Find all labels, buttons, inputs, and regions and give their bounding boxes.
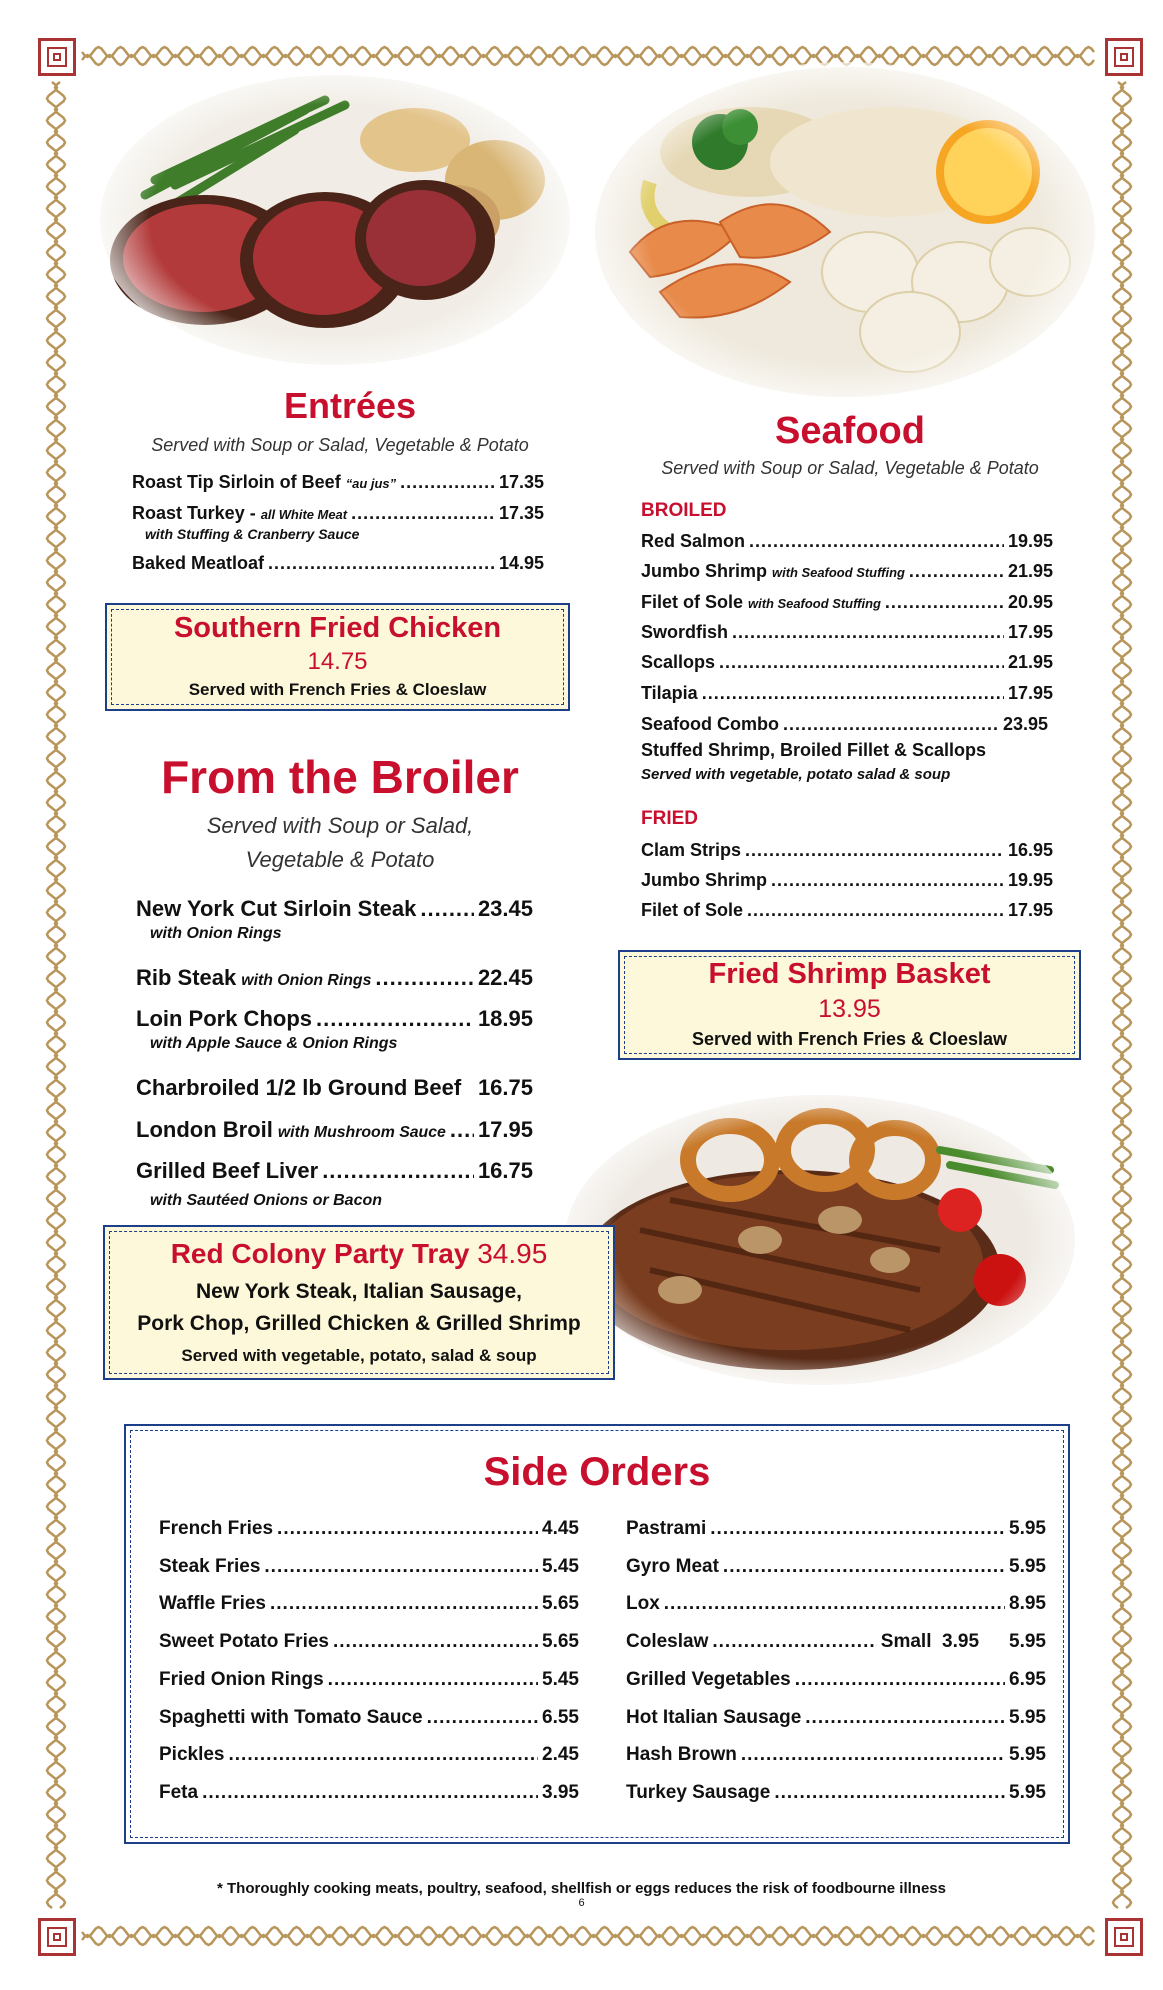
leader-dots [351,503,495,524]
item-price: 5.65 [542,1631,579,1653]
leader-dots [450,1117,474,1143]
chicken-title: Southern Fried Chicken [173,612,502,644]
item-name: Loin Pork Chops [136,1006,312,1031]
corner-ornament-bottom-left [38,1918,76,1956]
shrimp-basket-price: 13.95 [818,995,881,1023]
menu-item[interactable] [136,965,533,991]
item-name: Steak Fries [159,1555,261,1577]
leader-dots [427,1707,538,1729]
item-name: Jumbo Shrimp [641,561,768,581]
item-name: Turkey Sausage [626,1781,771,1803]
side-order-item[interactable] [159,1669,579,1691]
chicken-price: 14.75 [307,648,368,675]
menu-item[interactable] [641,870,1053,891]
party-tray-line2: Pork Chop, Grilled Chicken & Grilled Shrimp [137,1312,581,1335]
side-order-item[interactable] [159,1518,579,1540]
item-name: Tilapia [641,683,698,703]
item-price: 4.45 [542,1518,579,1539]
menu-item[interactable] [641,531,1053,552]
item-price: 5.95 [1009,1555,1046,1577]
menu-item[interactable] [641,714,1048,735]
item-name: Hot Italian Sausage [626,1706,802,1728]
menu-item[interactable] [136,1117,533,1143]
item-price: 17.95 [477,1117,533,1142]
item-price: 5.95 [1009,1706,1046,1728]
item-name: Scallops [641,652,716,672]
side-order-item[interactable] [626,1518,1046,1540]
fried-section-label: FRIED [641,808,698,829]
leader-dots [805,1707,1005,1729]
item-price: 17.95 [1007,683,1053,703]
broiler-title: From the Broiler [161,751,519,803]
item-price: 16.95 [1007,840,1053,860]
leader-dots [268,553,495,574]
chicken-desc: Served with French Fries & Cloeslaw [188,680,487,699]
entrees-title: Entrées [283,385,417,426]
item-price: 5.95 [1009,1518,1046,1539]
leader-dots [783,714,999,735]
menu-item[interactable] [641,840,1053,861]
leader-dots [710,1518,1005,1540]
leader-dots [909,561,1004,582]
menu-item[interactable] [132,472,544,493]
item-name: Filet of Sole [641,592,744,612]
side-order-item[interactable] [626,1707,1046,1729]
menu-item[interactable] [136,1075,533,1101]
roast-beef-photo [95,70,575,370]
item-price: 17.35 [498,472,544,492]
item-name: Pastrami [626,1518,707,1539]
item-name: Clam Strips [641,840,742,860]
side-order-item[interactable] [626,1782,1046,1804]
item-price: 22.45 [477,965,533,990]
leader-dots [277,1518,538,1540]
corner-ornament-top-left [38,38,76,76]
item-name: Grilled Beef Liver [136,1158,319,1183]
leader-dots [664,1593,1005,1615]
leader-dots [745,840,1004,861]
item-price: 6.55 [542,1706,579,1728]
item-price: 17.95 [1007,900,1053,920]
steak-onion-rings-photo [560,1090,1080,1390]
shrimp-basket-desc: Served with French Fries & Cloeslaw [691,1029,1008,1049]
seafood-title: Seafood [775,410,925,452]
seafood-subtitle: Served with Soup or Salad, Vegetable & Potato [661,458,1039,478]
item-desc: all White Meat [260,507,348,522]
leader-dots [719,652,1004,673]
item-desc: with Onion Rings [241,972,372,989]
broiler-subtitle-line2: Vegetable & Potato [245,847,435,872]
item-price: 19.95 [1007,531,1053,551]
leader-dots [229,1744,539,1766]
side-order-item[interactable] [159,1707,579,1729]
menu-item[interactable] [641,900,1053,921]
item-price: 23.95 [1002,714,1048,734]
item-name: Waffle Fries [159,1593,266,1615]
item-price: 5.95 [1009,1781,1046,1803]
item-price: 23.45 [477,896,533,921]
item-name: Hash Brown [626,1744,737,1766]
item-desc: with Mushroom Sauce [277,1124,446,1141]
entrees-subtitle: Served with Soup or Salad, Vegetable & Potato [151,435,529,455]
item-name: French Fries [159,1518,274,1539]
item-name: Coleslaw [626,1631,709,1653]
item-name: Sweet Potato Fries [159,1631,329,1653]
menu-item[interactable] [136,1006,533,1032]
side-order-item[interactable] [159,1631,579,1653]
broiler-subtitle-line1: Served with Soup or Salad, [206,813,474,838]
menu-item[interactable] [136,1158,533,1184]
item-note: with Stuffing & Cranberry Sauce [145,526,360,542]
item-name: London Broil [136,1117,273,1142]
party-tray-line3: Served with vegetable, potato, salad & soup [181,1346,537,1365]
item-price: 19.95 [1007,870,1053,890]
food-safety-warning: * Thoroughly cooking meats, poultry, seafood, shellfish or eggs reduces the risk of foodbourne illness [216,1880,946,1897]
leader-dots [375,965,474,991]
combo-description: Stuffed Shrimp, Broiled Fillet & Scallops [641,740,987,760]
item-name: Roast Turkey - [132,503,256,523]
item-name: Charbroiled 1/2 lb Ground Beef [136,1075,462,1100]
side-order-item[interactable] [626,1593,1046,1615]
item-note: with Apple Sauce & Onion Rings [150,1035,398,1052]
item-price: 16.75 [477,1158,533,1183]
leader-dots [202,1782,538,1804]
item-name: New York Cut Sirloin Steak [136,896,417,921]
leader-dots [741,1744,1005,1766]
seafood-platter-photo [590,62,1100,402]
item-name: Baked Meatloaf [132,553,265,573]
item-name: Feta [159,1781,199,1803]
side-order-item[interactable] [626,1556,1046,1578]
party-tray-heading [103,1238,615,1270]
item-note: with Onion Rings [150,925,282,942]
item-price: 2.45 [542,1744,579,1766]
item-price: 17.35 [498,503,544,523]
item-name: Gyro Meat [626,1555,719,1577]
corner-ornament-top-right [1105,38,1143,76]
item-name: Red Salmon [641,531,746,551]
leader-dots [420,896,474,922]
item-price: 14.95 [498,553,544,573]
item-price: 6.95 [1009,1668,1046,1690]
item-desc: with Seafood Stuffing [772,565,905,580]
item-price: 3.95 [542,1781,579,1803]
side-order-item[interactable] [159,1782,579,1804]
corner-ornament-bottom-right [1105,1918,1143,1956]
menu-item[interactable] [641,561,1053,582]
menu-item[interactable] [641,652,1053,673]
broiled-section-label: BROILED [641,500,727,521]
leader-dots [333,1631,538,1653]
leader-dots [328,1669,538,1691]
party-tray-price: 34.95 [477,1238,548,1269]
item-price: 21.95 [1007,652,1053,672]
item-price: 18.95 [477,1006,533,1031]
leader-dots [316,1006,474,1032]
small-size-price: Small 3.95 [880,1631,980,1653]
item-name: Lox [626,1593,660,1615]
menu-item[interactable] [641,592,1053,613]
item-price: 5.65 [542,1593,579,1615]
item-price: 5.95 [1009,1631,1046,1653]
item-price: 8.95 [1009,1593,1046,1615]
item-price: 21.95 [1007,561,1053,581]
leader-dots [774,1782,1005,1804]
leader-dots [322,1158,474,1184]
page-number: 6 [578,1897,585,1909]
shrimp-basket-title: Fried Shrimp Basket [708,958,991,990]
item-price: 17.95 [1007,622,1053,642]
item-desc: with Seafood Stuffing [748,596,881,611]
leader-dots [795,1669,1005,1691]
party-tray-line1: New York Steak, Italian Sausage, [195,1280,523,1303]
item-name: Pickles [159,1744,225,1766]
side-orders-title: Side Orders [483,1450,711,1494]
item-name: Roast Tip Sirloin of Beef [132,472,341,492]
leader-dots [702,683,1004,704]
leader-dots [264,1556,538,1578]
item-price: 5.45 [542,1668,579,1690]
side-order-item[interactable] [626,1669,1046,1691]
combo-note: Served with vegetable, potato salad & soup [641,766,951,783]
side-order-item[interactable] [159,1744,579,1766]
item-name: Grilled Vegetables [626,1668,791,1690]
leader-dots [747,900,1004,921]
leader-dots [723,1556,1005,1578]
item-name: Rib Steak [136,965,237,990]
leader-dots [771,870,1004,891]
item-name: Jumbo Shrimp [641,870,768,890]
side-order-item[interactable] [159,1556,579,1578]
item-name: Fried Onion Rings [159,1668,324,1690]
item-name: Spaghetti with Tomato Sauce [159,1706,423,1728]
menu-item[interactable] [641,622,1053,643]
leader-dots [400,472,495,493]
item-desc: “au jus” [345,476,397,491]
leader-dots [885,592,1004,613]
party-tray-title: Red Colony Party Tray [170,1238,470,1269]
item-price: 20.95 [1007,592,1053,612]
menu-item[interactable] [136,896,533,922]
leader-dots [712,1631,876,1653]
item-note: with Sautéed Onions or Bacon [150,1192,383,1209]
menu-item[interactable] [132,553,544,574]
menu-item[interactable] [132,503,544,524]
item-name: Filet of Sole [641,900,744,920]
menu-item[interactable] [641,683,1053,704]
side-order-item[interactable] [626,1631,1046,1653]
leader-dots [732,622,1004,643]
item-name: Seafood Combo [641,714,779,734]
leader-dots [749,531,1004,552]
item-price: 5.45 [542,1555,579,1577]
item-price: 16.75 [477,1075,533,1100]
item-name: Swordfish [641,622,729,642]
side-order-item[interactable] [159,1593,579,1615]
item-price: 5.95 [1009,1744,1046,1766]
side-order-item[interactable] [626,1744,1046,1766]
leader-dots [270,1593,538,1615]
